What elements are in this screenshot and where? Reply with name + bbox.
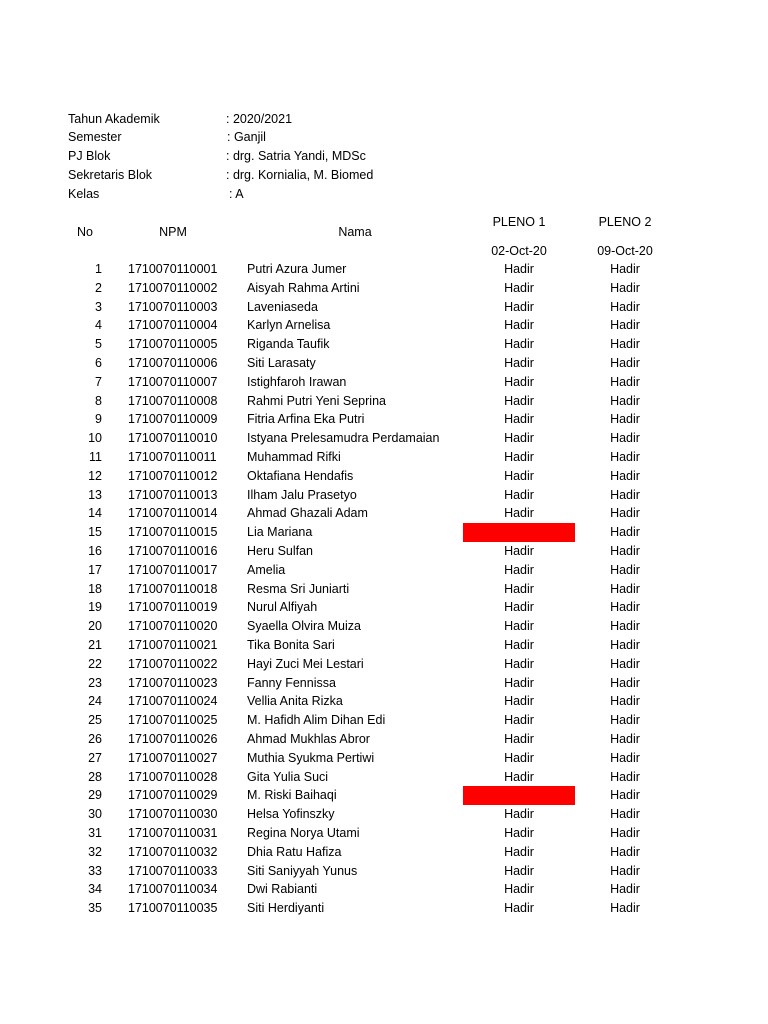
row-pleno-1-absent-marker — [463, 786, 575, 805]
row-pleno-1: Hadir — [504, 318, 534, 333]
row-no: 30 — [88, 807, 102, 822]
table-row — [0, 824, 768, 843]
row-npm: 1710070110031 — [128, 826, 218, 840]
row-pleno-2: Hadir — [610, 600, 640, 615]
row-pleno-1: Hadir — [504, 393, 534, 408]
row-pleno-1: Hadir — [504, 863, 534, 878]
row-npm: 1710070110027 — [128, 750, 218, 765]
row-npm: 1710070110010 — [128, 431, 218, 446]
row-pleno-2: Hadir — [610, 337, 640, 352]
row-pleno-1: Hadir — [504, 280, 534, 295]
row-npm: 1710070110004 — [128, 318, 218, 333]
row-pleno-2: Hadir — [610, 694, 640, 709]
table-row — [0, 862, 768, 881]
row-no: 26 — [88, 732, 102, 746]
row-pleno-2: Hadir — [610, 562, 640, 577]
table-row — [0, 542, 768, 561]
row-npm: 1710070110002 — [128, 280, 218, 295]
row-nama: Istyana Prelesamudra Perdamaian — [247, 431, 440, 446]
row-nama: M. Hafidh Alim Dihan Edi — [247, 713, 386, 728]
row-no: 7 — [95, 374, 102, 389]
table-row — [0, 373, 768, 392]
row-pleno-1: Hadir — [504, 750, 534, 765]
row-no: 1 — [95, 262, 102, 276]
row-npm: 1710070110024 — [128, 694, 218, 709]
row-nama: Riganda Taufik — [247, 337, 330, 352]
row-pleno-1: Hadir — [504, 562, 534, 577]
row-pleno-2: Hadir — [610, 638, 640, 652]
row-pleno-2: Hadir — [610, 732, 640, 746]
row-no: 34 — [88, 882, 102, 897]
info-value: : drg. Satria Yandi, MDSc — [226, 149, 366, 163]
row-no: 27 — [88, 750, 102, 765]
row-nama: Gita Yulia Suci — [247, 769, 329, 784]
row-no: 31 — [88, 826, 102, 840]
row-pleno-1: Hadir — [504, 450, 534, 464]
row-pleno-2: Hadir — [610, 262, 640, 276]
row-npm: 1710070110011 — [128, 450, 217, 464]
row-no: 3 — [95, 299, 102, 314]
table-row — [0, 598, 768, 617]
row-nama: Ahmad Mukhlas Abror — [247, 732, 370, 746]
row-no: 10 — [88, 431, 102, 446]
row-no: 2 — [95, 280, 102, 295]
row-npm: 1710070110034 — [128, 882, 218, 897]
header-pleno-2: PLENO 2 — [598, 215, 652, 229]
row-no: 20 — [88, 619, 102, 634]
row-pleno-1: Hadir — [504, 901, 534, 916]
info-value: : 2020/2021 — [226, 112, 293, 126]
row-pleno-2: Hadir — [610, 675, 640, 690]
row-npm: 1710070110008 — [128, 393, 218, 408]
row-pleno-2: Hadir — [610, 412, 640, 427]
row-npm: 1710070110026 — [128, 732, 218, 746]
row-npm: 1710070110009 — [128, 412, 218, 427]
row-no: 32 — [88, 844, 102, 859]
row-pleno-2: Hadir — [610, 656, 640, 671]
row-npm: 1710070110018 — [128, 581, 218, 596]
table-row — [0, 805, 768, 824]
row-no: 9 — [95, 412, 102, 427]
row-npm: 1710070110014 — [128, 506, 218, 521]
row-no: 11 — [89, 450, 102, 464]
row-npm: 1710070110013 — [128, 487, 218, 502]
table-row — [0, 429, 768, 448]
row-pleno-1: Hadir — [504, 694, 534, 709]
row-nama: Heru Sulfan — [247, 544, 314, 558]
row-pleno-1: Hadir — [504, 675, 534, 690]
row-no: 23 — [88, 675, 102, 690]
row-npm: 1710070110019 — [128, 600, 218, 615]
row-no: 29 — [88, 788, 102, 803]
table-row — [0, 410, 768, 429]
row-pleno-1: Hadir — [504, 638, 534, 652]
row-pleno-1: Hadir — [504, 374, 534, 389]
row-nama: Siti Larasaty — [247, 356, 316, 370]
row-pleno-1-absent-marker — [463, 523, 575, 542]
row-nama: Rahmi Putri Yeni Seprina — [247, 393, 386, 408]
row-npm: 1710070110032 — [128, 844, 218, 859]
row-nama: Aisyah Rahma Artini — [247, 280, 360, 295]
row-npm: 1710070110017 — [128, 562, 218, 577]
table-row — [0, 504, 768, 523]
row-pleno-1: Hadir — [504, 600, 534, 615]
table-row — [0, 523, 768, 542]
row-npm: 1710070110023 — [128, 675, 218, 690]
row-nama: Dwi Rabianti — [247, 882, 318, 897]
row-nama: Vellia Anita Rizka — [247, 694, 343, 709]
header-npm: NPM — [159, 225, 187, 239]
row-nama: Fitria Arfina Eka Putri — [247, 412, 365, 427]
table-row — [0, 580, 768, 599]
row-nama: Hayi Zuci Mei Lestari — [247, 656, 364, 671]
row-nama: Regina Norya Utami — [247, 826, 360, 840]
row-no: 13 — [88, 487, 102, 502]
table-row — [0, 636, 768, 655]
row-no: 17 — [88, 562, 102, 577]
row-pleno-2: Hadir — [610, 788, 640, 803]
table-row — [0, 674, 768, 693]
row-npm: 1710070110028 — [128, 769, 218, 784]
row-pleno-1: Hadir — [504, 544, 534, 558]
table-row — [0, 843, 768, 862]
table-row — [0, 467, 768, 486]
table-row — [0, 392, 768, 411]
table-row — [0, 617, 768, 636]
row-nama: Amelia — [247, 562, 286, 577]
row-nama: Putri Azura Jumer — [247, 262, 347, 276]
row-pleno-1: Hadir — [504, 807, 534, 822]
row-no: 19 — [88, 600, 102, 615]
row-npm: 1710070110029 — [128, 788, 218, 803]
row-pleno-2: Hadir — [610, 619, 640, 634]
table-row — [0, 692, 768, 711]
table-row — [0, 561, 768, 580]
row-no: 24 — [88, 694, 102, 709]
row-npm: 1710070110021 — [128, 638, 218, 652]
row-npm: 1710070110005 — [128, 337, 218, 352]
row-nama: Dhia Ratu Hafiza — [247, 844, 342, 859]
row-pleno-2: Hadir — [610, 901, 640, 916]
row-no: 4 — [95, 318, 102, 333]
row-nama: Siti Saniyyah Yunus — [247, 863, 358, 878]
row-pleno-2: Hadir — [610, 581, 640, 596]
row-nama: Syaella Olvira Muiza — [247, 619, 361, 634]
row-pleno-2: Hadir — [610, 544, 640, 558]
row-npm: 1710070110025 — [128, 713, 218, 728]
table-row — [0, 899, 768, 918]
row-nama: Oktafiana Hendafis — [247, 468, 354, 483]
info-value: : Ganjil — [227, 130, 266, 144]
row-npm: 1710070110016 — [128, 544, 218, 558]
row-pleno-1: Hadir — [504, 337, 534, 352]
row-pleno-1: Hadir — [504, 262, 534, 276]
table-row — [0, 730, 768, 749]
row-pleno-1: Hadir — [504, 656, 534, 671]
row-pleno-2: Hadir — [610, 374, 640, 389]
row-nama: Nurul Alfiyah — [247, 600, 318, 615]
table-row — [0, 768, 768, 787]
row-no: 16 — [88, 544, 102, 558]
info-label: Tahun Akademik — [68, 112, 160, 126]
row-nama: Karlyn Arnelisa — [247, 318, 331, 333]
row-pleno-2: Hadir — [610, 826, 640, 840]
row-no: 8 — [95, 393, 102, 408]
row-no: 6 — [95, 356, 102, 370]
row-nama: Muhammad Rifki — [247, 450, 341, 464]
row-pleno-2: Hadir — [610, 882, 640, 897]
row-pleno-2: Hadir — [610, 506, 640, 521]
row-pleno-2: Hadir — [610, 525, 640, 540]
row-nama: Tika Bonita Sari — [247, 638, 335, 652]
row-pleno-2: Hadir — [610, 844, 640, 859]
info-value: : drg. Kornialia, M. Biomed — [226, 168, 374, 182]
row-npm: 1710070110007 — [128, 374, 218, 389]
row-nama: Siti Herdiyanti — [247, 901, 325, 916]
info-label: Semester — [68, 130, 122, 144]
row-pleno-2: Hadir — [610, 431, 640, 446]
row-no: 25 — [88, 713, 102, 728]
row-pleno-1: Hadir — [504, 487, 534, 502]
row-nama: Laveniaseda — [247, 299, 318, 314]
row-npm: 1710070110035 — [128, 901, 218, 916]
row-no: 12 — [88, 468, 102, 483]
table-row — [0, 354, 768, 373]
row-pleno-1: Hadir — [504, 882, 534, 897]
row-no: 33 — [88, 863, 102, 878]
row-nama: Istighfaroh Irawan — [247, 374, 347, 389]
row-no: 22 — [88, 656, 102, 671]
row-pleno-1: Hadir — [504, 581, 534, 596]
table-row — [0, 298, 768, 317]
table-row — [0, 279, 768, 298]
table-row — [0, 749, 768, 768]
row-no: 35 — [88, 901, 102, 916]
row-pleno-2: Hadir — [610, 750, 640, 765]
row-pleno-1: Hadir — [504, 412, 534, 427]
row-nama: M. Riski Baihaqi — [247, 788, 337, 803]
row-no: 28 — [88, 769, 102, 784]
row-pleno-1: Hadir — [504, 732, 534, 746]
row-pleno-2: Hadir — [610, 299, 640, 314]
row-pleno-2: Hadir — [610, 487, 640, 502]
table-row — [0, 786, 768, 805]
row-nama: Resma Sri Juniarti — [247, 581, 350, 596]
row-pleno-2: Hadir — [610, 356, 640, 370]
table-row — [0, 448, 768, 467]
table-row — [0, 711, 768, 730]
row-no: 21 — [88, 638, 102, 652]
row-npm: 1710070110006 — [128, 356, 218, 370]
row-pleno-1: Hadir — [504, 356, 534, 370]
row-nama: Helsa Yofinszky — [247, 807, 335, 822]
row-pleno-1: Hadir — [504, 844, 534, 859]
table-row — [0, 316, 768, 335]
row-pleno-2: Hadir — [610, 393, 640, 408]
row-pleno-2: Hadir — [610, 863, 640, 878]
row-no: 15 — [88, 525, 102, 540]
table-row — [0, 880, 768, 899]
row-pleno-2: Hadir — [610, 280, 640, 295]
row-nama: Ahmad Ghazali Adam — [247, 506, 368, 521]
row-nama: Muthia Syukma Pertiwi — [247, 750, 375, 765]
row-pleno-1: Hadir — [504, 619, 534, 634]
row-npm: 1710070110022 — [128, 656, 218, 671]
row-pleno-2: Hadir — [610, 450, 640, 464]
row-pleno-1: Hadir — [504, 769, 534, 784]
info-label: Sekretaris Blok — [68, 168, 153, 182]
row-pleno-2: Hadir — [610, 468, 640, 483]
header-pleno-2-date: 09-Oct-20 — [597, 244, 653, 258]
row-pleno-1: Hadir — [504, 299, 534, 314]
row-no: 18 — [88, 581, 102, 596]
row-pleno-1: Hadir — [504, 506, 534, 521]
row-npm: 1710070110020 — [128, 619, 218, 634]
row-npm: 1710070110030 — [128, 807, 218, 822]
row-nama: Fanny Fennissa — [247, 675, 336, 690]
row-pleno-2: Hadir — [610, 713, 640, 728]
row-pleno-2: Hadir — [610, 769, 640, 784]
row-nama: Lia Mariana — [247, 525, 313, 540]
header-pleno-1-date: 02-Oct-20 — [491, 244, 547, 258]
row-pleno-1: Hadir — [504, 431, 534, 446]
header-pleno-1: PLENO 1 — [492, 215, 546, 229]
info-label: PJ Blok — [68, 149, 111, 163]
row-pleno-1: Hadir — [504, 826, 534, 840]
row-pleno-1: Hadir — [504, 468, 534, 483]
table-row — [0, 260, 768, 279]
row-npm: 1710070110012 — [128, 468, 218, 483]
header-no: No — [77, 225, 93, 239]
row-no: 5 — [95, 337, 102, 352]
row-npm: 1710070110003 — [128, 299, 218, 314]
table-row — [0, 655, 768, 674]
row-pleno-2: Hadir — [610, 807, 640, 822]
row-npm: 1710070110033 — [128, 863, 218, 878]
table-row — [0, 486, 768, 505]
row-pleno-2: Hadir — [610, 318, 640, 333]
info-label: Kelas — [68, 187, 100, 201]
table-row — [0, 335, 768, 354]
row-npm: 1710070110015 — [128, 525, 218, 540]
row-no: 14 — [88, 506, 102, 521]
row-npm: 1710070110001 — [128, 262, 218, 276]
row-pleno-1: Hadir — [504, 713, 534, 728]
info-value: : A — [229, 187, 244, 201]
row-nama: Ilham Jalu Prasetyo — [247, 487, 357, 502]
header-nama: Nama — [338, 225, 372, 239]
